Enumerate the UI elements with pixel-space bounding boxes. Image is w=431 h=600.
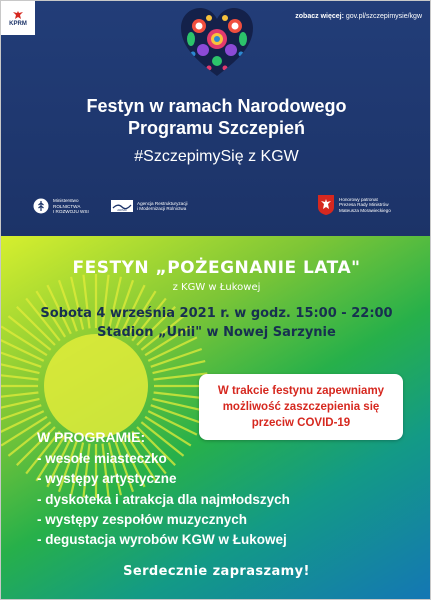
patronage-logo [317,194,391,216]
patronage-line3: Mateusza Morawieckiego [339,207,391,213]
campaign-title [1,95,431,139]
see-more-url[interactable]: gov.pl/szczepimysie/kgw [345,13,422,20]
ministry-line1: Ministerstwo [53,198,79,203]
polish-eagle-icon [317,194,335,216]
program-item: - dyskoteka i atrakcja dla najmłodszych [37,491,290,507]
agency-logo [111,200,188,212]
program-item: - degustacja wyrobów KGW w Łukowej [37,532,287,548]
program-item: - występy artystyczne [37,471,177,487]
program-heading: W PROGRAMIE: [37,429,146,445]
folk-heart-icon [179,6,255,80]
event-poster [1,236,431,600]
kprm-logo [1,1,35,35]
agency-line2: i Modernizacji Rolnictwa [137,206,187,211]
event-place: Stadion „Unii" w Nowej Sarzynie [97,325,336,340]
ministry-wheat-icon [33,198,49,214]
covid-notice-box [199,374,403,440]
kprm-eagle-icon [12,10,24,20]
covid-notice-line3: przeciw COVID-19 [251,417,351,429]
arimr-logo-text: ARiMR [117,208,127,212]
sun-ray [1,373,38,379]
agency-line1: Agencja Restrukturyzacji [137,200,188,206]
ministry-logo [33,198,89,215]
sun-ray [1,361,39,373]
ministry-line3: I ROZWOJU WSI [53,209,89,214]
program-item: - występy zespołów muzycznych [37,511,248,527]
see-more-link[interactable] [295,13,422,20]
campaign-hashtag: #SzczepimySię z KGW [134,148,299,165]
campaign-title-line1: Festyn w ramach Narodowego [86,96,347,116]
kprm-label: KPRM [9,20,27,27]
arimr-logo-icon [111,200,133,212]
program-item: - wesołe miasteczko [37,451,167,466]
sun-ray [1,399,39,411]
see-more-label: zobacz więcej: [295,13,344,20]
event-date-time: Sobota 4 września 2021 r. w godz. 15:00 - 22:00 [40,306,393,321]
covid-notice-line1: W trakcie festynu zapewniamy [217,385,385,397]
event-title: FESTYN „POŻEGNANIE LATA" [72,258,361,278]
program-list [37,449,290,550]
covid-notice-line2: możliwość zaszczepienia się [222,401,380,413]
patronage-line1: Honorowy patronat [339,196,378,202]
campaign-title-line2: Programu Szczepień [127,118,306,138]
ministry-line2: ROLNICTWA [53,203,81,209]
event-subtitle: z KGW w Łukowej [172,282,261,293]
patronage-line2: Prezesa Rady Ministrów [339,202,389,208]
campaign-banner [1,1,431,236]
sun-ray [1,392,38,398]
closing-invitation: Serdecznie zapraszamy! [123,564,310,579]
